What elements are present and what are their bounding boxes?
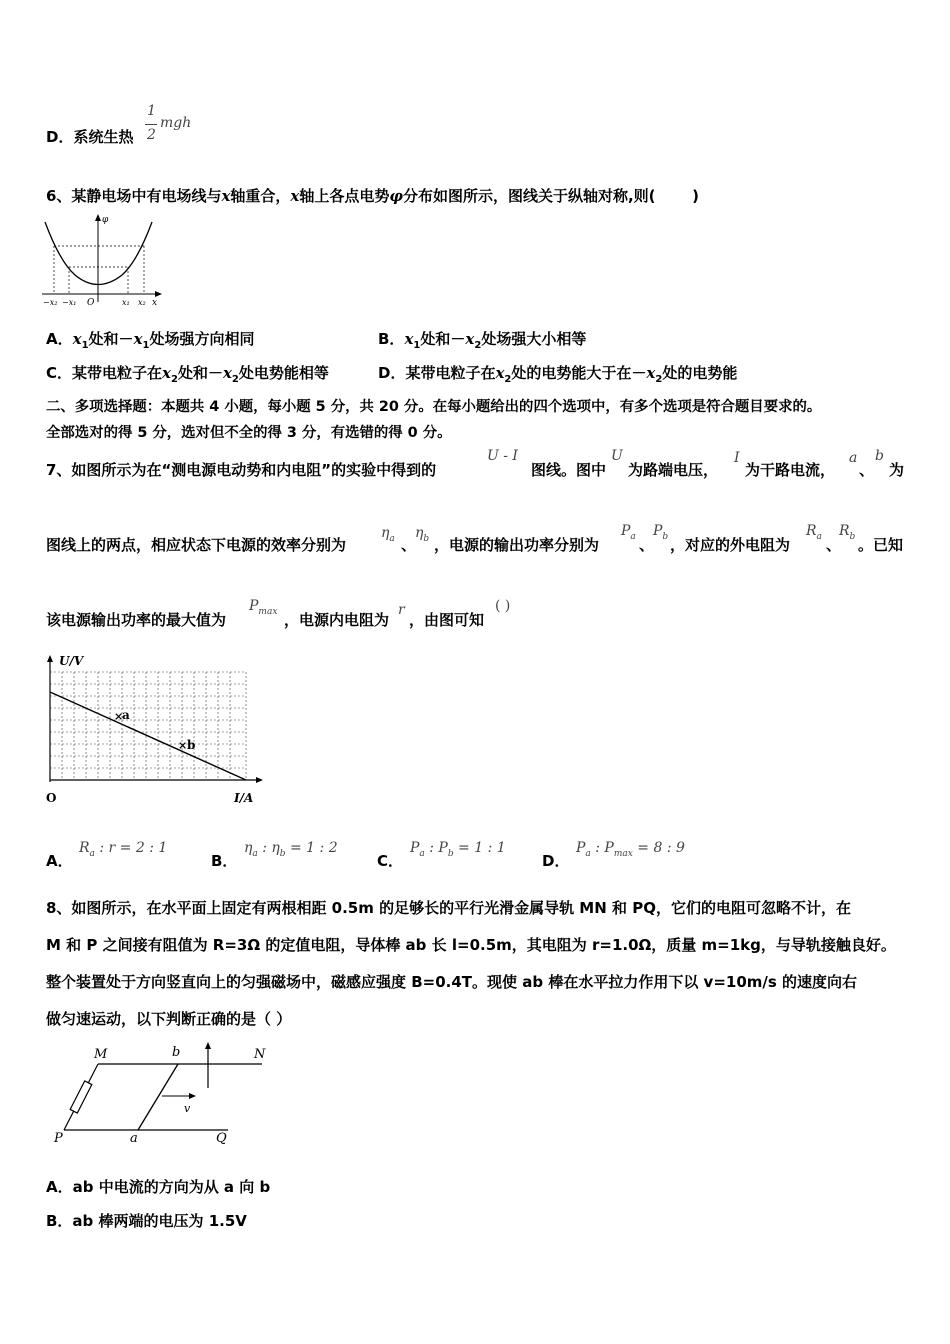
q7-paren: ( ) (495, 598, 511, 614)
q8-line4: 做匀速运动，以下判断正确的是（ ） (46, 1010, 292, 1028)
q5-fraction-denominator: 2 (147, 127, 156, 143)
q7-line1-a: 7、如图所示为在“测电源电动势和内电阻”的实验中得到的 (46, 461, 437, 479)
q6-option-b-label: B． (378, 330, 405, 348)
q7-x-arrow-icon (256, 777, 263, 783)
q7-P-a: $P_a$ (621, 523, 636, 542)
q7-line2-a: 图线上的两点，相应状态下电源的效率分别为 (46, 536, 347, 554)
q7-b-symbol: b (875, 448, 884, 464)
q7-r-symbol: r (398, 602, 405, 618)
q6-option-a-text: 处和 (88, 330, 119, 348)
section2-line2: 全部选对的得 5 分，选对但不全的得 3 分，有选错的得 0 分。 (46, 425, 452, 441)
q7-line2-c: ，电源的输出功率分别为 (434, 536, 600, 554)
q6-option-d-post: 处的电势能 (662, 364, 738, 382)
q7-option-a-label: A． (46, 852, 73, 870)
q6-tick-x2: x₂ (138, 298, 146, 307)
q6-option-c: C．某带电粒子在$x_2$处和$-x_2$处电势能相等 (46, 364, 329, 385)
q7-option-c-label: C． (377, 852, 404, 870)
q7-grid (50, 672, 246, 780)
q6-stem-b: 轴重合， (230, 187, 291, 205)
q7-option-d-expr: $P_a$ : $P_{max} = 8$ : 9 (576, 840, 685, 859)
q6-stem (46, 186, 699, 206)
q7-x-marker-a-icon: × (114, 710, 124, 723)
q8-option-b: B．ab 棒两端的电压为 1.5V (46, 1212, 247, 1230)
q8-option-a: A．ab 中电流的方向为从 a 向 b (46, 1178, 271, 1196)
q7-x-marker-b-icon: × (178, 739, 188, 752)
q7-x-label: I/A (234, 791, 254, 805)
q8-v-label: v (184, 1102, 191, 1115)
q7-y-label: U/V (59, 654, 84, 668)
q7-ui-graph (44, 652, 269, 807)
q6-x-arrow-icon (155, 291, 162, 297)
q6-stem-e: ) (692, 187, 699, 205)
q6-option-c-post: 处电势能相等 (238, 364, 329, 382)
q7-a-symbol: a (849, 450, 858, 466)
q6-option-c-label: C．某带电粒子在 (46, 364, 163, 382)
q7-option-c-expr: $P_a$ : $P_b = 1$ : 1 (410, 840, 506, 859)
q6-x-label: x (152, 298, 158, 308)
q7-line2-d: 、 (639, 536, 655, 554)
q7-option-b-expr: $\eta_a$ : $\eta_b = 1$ : 2 (244, 840, 338, 859)
q6-x-var-2: x (290, 187, 300, 205)
q8-line2: M 和 P 之间接有阻值为 R=3Ω 的定值电阻，导体棒 ab 长 l=0.5m，其电阻为 r=1.0Ω，质量 m=1kg，与导轨接触良好。 (46, 936, 896, 954)
q8-line1: 8、如图所示，在水平面上固定有两根相距 0.5m 的足够长的平行光滑金属导轨 MN 和 PQ，它们的电阻可忽略不计，在 (46, 899, 851, 917)
q7-eta-a: $\eta_a$ (381, 525, 395, 544)
q7-U-symbol: U (611, 448, 623, 464)
q7-I-symbol: I (734, 450, 740, 466)
q6-option-b: B．$x_1$处和$-x_2$处场强大小相等 (378, 330, 587, 351)
q8-rail-diagram (50, 1040, 275, 1150)
q8-P-label: P (54, 1131, 63, 1146)
q7-option-a-expr: $R_a$ : r = 2 : 1 (79, 840, 168, 859)
q6-tick-origin: O (87, 298, 95, 308)
q6-y-arrow-icon (95, 214, 101, 221)
q8-line3: 整个装置处于方向竖直向上的匀强磁场中，磁感应强度 B=0.4T。现使 ab 棒在水平拉力作用下以 v=10m/s 的速度向右 (46, 973, 858, 991)
q6-stem-d: 分布如图所示，图线关于纵轴对称,则( (402, 187, 656, 205)
q6-option-b-post: 处场强大小相等 (481, 330, 587, 348)
q7-point-a-label: a (122, 708, 130, 722)
q6-option-c-text: 处和 (177, 364, 208, 382)
q8-a-label: a (130, 1131, 138, 1146)
q5-fraction-numerator: 1 (147, 103, 156, 119)
q6-option-a: A．$x_1$处和$-x_1$处场强方向相同 (46, 330, 255, 351)
q5-fraction-expr: mgh (160, 115, 192, 131)
q8-b-label: b (172, 1045, 181, 1060)
q6-y-label: φ (102, 215, 109, 225)
q7-line2-b: 、 (401, 536, 417, 554)
q6-option-b-text: 处和 (420, 330, 451, 348)
q7-line3-c: ，由图可知 (409, 611, 485, 629)
q6-stem-c: 轴上各点电势 (299, 187, 390, 205)
q6-tick-neg-x1: −x₁ (62, 298, 77, 307)
q6-option-d-label: D．某带电粒子在 (378, 364, 496, 382)
q6-tick-neg-x2: −x₂ (43, 298, 58, 307)
q8-resistor (70, 1081, 92, 1113)
q6-x-var: x (221, 187, 231, 205)
section2-line1: 二、多项选择题：本题共 4 小题，每小题 5 分，共 20 分。在每小题给出的四个选项中，有多个选项是符合题目要求的。 (46, 399, 822, 415)
q7-y-arrow-icon (47, 655, 53, 662)
q8-M-label: M (94, 1047, 108, 1062)
q7-line1-d: 为干路电流， (745, 461, 836, 479)
q6-option-a-label: A． (46, 330, 73, 348)
q7-line2-f: 、 (826, 536, 842, 554)
q8-N-label: N (254, 1047, 266, 1062)
q7-line2-e: ，对应的外电阻为 (670, 536, 791, 554)
q6-stem-a: 6、某静电场中有电场线与 (46, 187, 222, 205)
q6-tick-x1: x₁ (122, 298, 130, 307)
q6-potential-graph (40, 212, 165, 312)
q7-P-b: $P_b$ (653, 523, 669, 542)
q7-line1-e: 、 (859, 461, 875, 479)
q7-ui-symbol: U - I (487, 448, 518, 464)
q8-velocity-arrow-icon (189, 1093, 196, 1099)
q7-R-b: $R_b$ (839, 523, 856, 542)
q6-option-d: D．某带电粒子在$x_2$处的电势能大于在$-x_2$处的电势能 (378, 364, 738, 385)
q8-rod-ab (138, 1064, 178, 1130)
q6-option-d-text: 处的电势能大于在 (511, 364, 632, 382)
q7-line1-c: 为路端电压， (628, 461, 719, 479)
q7-point-b-label: b (187, 738, 196, 752)
q8-field-arrow-icon (205, 1042, 211, 1049)
q7-line2-g: 。已知 (858, 536, 904, 554)
q6-phi: φ (389, 187, 403, 205)
q5-fraction-bar (145, 124, 157, 125)
q6-option-a-post: 处场强方向相同 (149, 330, 255, 348)
q7-line3-b: ，电源内电阻为 (284, 611, 390, 629)
q5-option-d-label: D．系统生热 (46, 128, 134, 146)
q7-origin-label: O (46, 791, 57, 805)
q7-eta-b: $\eta_b$ (415, 525, 430, 544)
q7-option-b-label: B． (211, 852, 238, 870)
q8-Q-label: Q (216, 1131, 227, 1146)
q5-option-d (46, 127, 133, 147)
q7-R-a: $R_a$ (806, 523, 822, 542)
q7-line3-a: 该电源输出功率的最大值为 (46, 611, 227, 629)
q7-option-d-label: D． (542, 852, 570, 870)
q7-P-max: $P_{max}$ (249, 598, 278, 617)
q7-ui-line (50, 692, 246, 780)
q7-line1-b: 图线。图中 (531, 461, 607, 479)
q7-line1-f: 为 (889, 461, 905, 479)
